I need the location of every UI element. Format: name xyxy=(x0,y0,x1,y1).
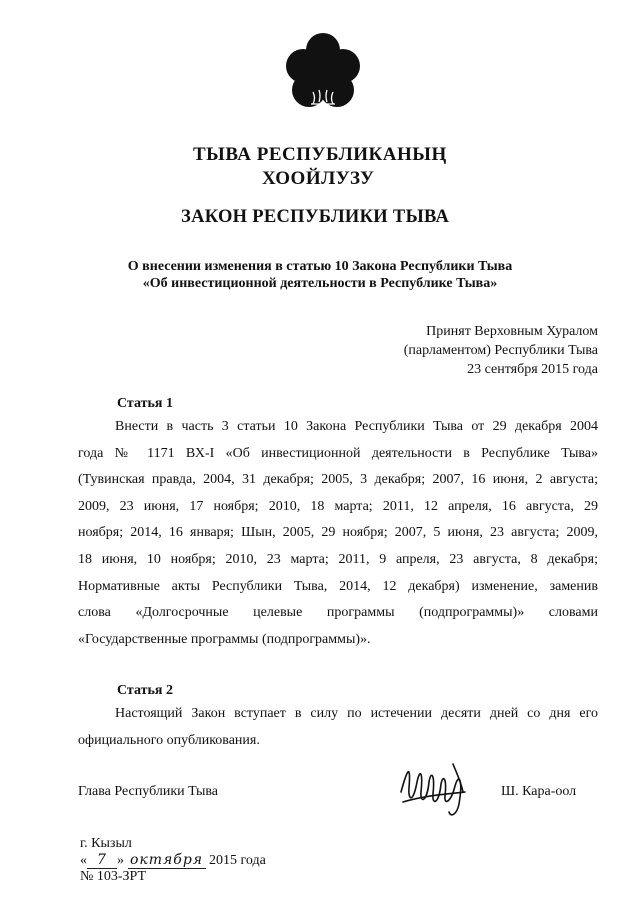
header-tuvan-line2: ХООЙЛУЗУ xyxy=(262,168,375,189)
adoption-line1: Принят Верховным Хуралом xyxy=(426,324,598,339)
signatory-position: Глава Республики Тыва xyxy=(78,784,219,799)
article1-heading: Статья 1 xyxy=(117,396,173,411)
adoption-block xyxy=(338,322,598,379)
article2-text xyxy=(78,701,598,754)
signatory-name: Ш. Кара-оол xyxy=(501,784,577,799)
article1-text xyxy=(78,414,598,653)
article1-line: Внести в часть 3 статьи 10 Закона Республики Тыва от 29 декабря 2004 xyxy=(115,419,598,434)
article1-line: «Государственные программы (подпрограммы)». xyxy=(78,631,371,647)
article1-line: слова «Долгосрочные целевые программы (подпрограммы)» словами xyxy=(78,605,598,621)
article1-line: Нормативные акты Республики Тыва, 2014, 12 декабря) изменение, заменив xyxy=(78,578,598,594)
law-number: № 103-ЗРТ xyxy=(80,869,147,884)
adoption-line2: (парламентом) Республики Тыва xyxy=(403,343,598,358)
subject-line2: «Об инвестиционной деятельности в Республике Тыва» xyxy=(142,276,498,291)
header-tuvan-line1: ТЫВА РЕСПУБЛИКАНЫҢ xyxy=(193,144,447,165)
article1-line: года № 1171 ВХ-I «Об инвестиционной деятельности в Республике Тыва» xyxy=(78,445,598,461)
article2-line: официального опубликования. xyxy=(78,732,260,748)
handwritten-signature-icon xyxy=(393,752,473,822)
article1-line: (Тувинская правда, 2004, 31 декабря; 2005, 3 декабря; 2007, 16 июня, 2 августа; xyxy=(78,472,598,488)
tuva-emblem-icon xyxy=(283,30,363,114)
article2-heading: Статья 2 xyxy=(117,683,173,698)
date-year: 2015 года xyxy=(209,853,266,868)
article1-line: 2009, 23 июня, 17 ноября; 2010, 18 марта; 2011, 12 апреля, 16 августа, 29 xyxy=(78,498,598,514)
article2-line: Настоящий Закон вступает в силу по истечении десяти дней со дня его xyxy=(115,706,598,721)
document-title: ЗАКОН РЕСПУБЛИКИ ТЫВА xyxy=(181,207,450,227)
article1-line: 18 июня, 10 ноября; 2010, 23 марта; 2011, 9 апреля, 23 августа, 8 декабря; xyxy=(78,551,598,567)
subject-line1: О внесении изменения в статью 10 Закона Республики Тыва xyxy=(127,259,513,274)
place-of-signing: г. Кызыл xyxy=(80,836,132,851)
adoption-date: 23 сентября 2015 года xyxy=(467,362,598,377)
signing-date: « 7 » октября 2015 года xyxy=(80,852,266,868)
article1-line: ноября; 2014, 16 января; Шын, 2005, 29 ноября; 2007, 5 июня, 23 августа; 2009, xyxy=(78,525,598,541)
date-month: октября xyxy=(128,852,206,869)
date-day: 7 xyxy=(87,852,117,869)
